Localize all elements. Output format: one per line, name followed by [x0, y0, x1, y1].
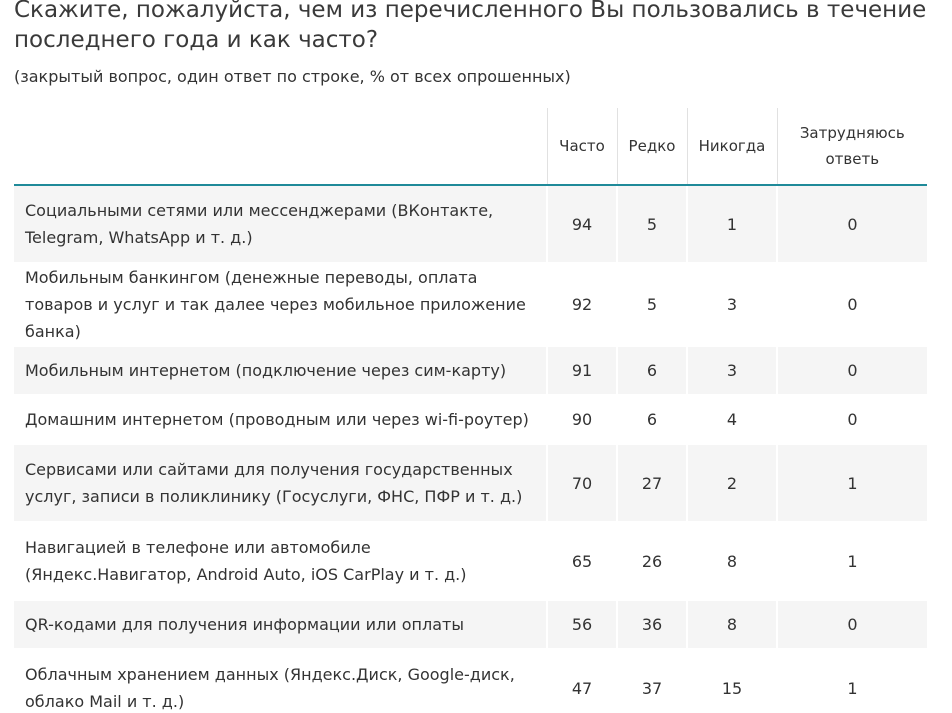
cell-never: 3 [687, 263, 777, 346]
row-label: Мобильным интернетом (подключение через сим-карту) [14, 346, 547, 395]
row-label: Облачным хранением данных (Яндекс.Диск, Google-диск, облако Mail и т. д.) [14, 649, 547, 713]
cell-hard-to-answer: 0 [777, 346, 927, 395]
table-row [14, 346, 927, 395]
cell-often: 94 [547, 185, 617, 263]
cell-never: 8 [687, 522, 777, 600]
row-label: Сервисами или сайтами для получения государственных услуг, записи в поликлинику (Госуслуги, ФНС, ПФР и т. д.) [14, 444, 547, 522]
cell-often: 56 [547, 600, 617, 649]
cell-hard-to-answer: 0 [777, 185, 927, 263]
table-row [14, 522, 927, 600]
row-label: QR-кодами для получения информации или оплаты [14, 600, 547, 649]
table-row [14, 600, 927, 649]
cell-rarely: 27 [617, 444, 687, 522]
cell-hard-to-answer: 1 [777, 649, 927, 713]
question-note: (закрытый вопрос, один ответ по строке, % от всех опрошенных) [14, 67, 571, 86]
cell-never: 3 [687, 346, 777, 395]
cell-often: 70 [547, 444, 617, 522]
cell-often: 47 [547, 649, 617, 713]
row-label: Мобильным банкингом (денежные переводы, оплата товаров и услуг и так далее через мобильное приложение банка) [14, 263, 547, 346]
question-title: Скажите, пожалуйста, чем из перечисленного Вы пользовались в течение последнего года и как часто? [14, 0, 927, 53]
cell-rarely: 5 [617, 263, 687, 346]
cell-hard-to-answer: 1 [777, 444, 927, 522]
cell-rarely: 37 [617, 649, 687, 713]
table-row [14, 649, 927, 713]
cell-hard-to-answer: 0 [777, 395, 927, 444]
row-label: Социальными сетями или мессенджерами (ВКонтакте, Telegram, WhatsApp и т. д.) [14, 185, 547, 263]
table-header-row [14, 108, 927, 185]
cell-never: 4 [687, 395, 777, 444]
cell-often: 91 [547, 346, 617, 395]
table-row [14, 185, 927, 263]
table-row [14, 395, 927, 444]
cell-never: 8 [687, 600, 777, 649]
results-table [14, 108, 927, 713]
table-row [14, 444, 927, 522]
cell-rarely: 36 [617, 600, 687, 649]
cell-never: 1 [687, 185, 777, 263]
cell-never: 15 [687, 649, 777, 713]
cell-often: 90 [547, 395, 617, 444]
row-label: Навигацией в телефоне или автомобиле (Яндекс.Навигатор, Android Auto, iOS CarPlay и т. д.) [14, 522, 547, 600]
header-cell-label [14, 108, 547, 185]
header-cell-hard-to-answer: Затрудняюсь ответь [777, 108, 927, 185]
cell-never: 2 [687, 444, 777, 522]
header-cell-often: Часто [547, 108, 617, 185]
cell-rarely: 5 [617, 185, 687, 263]
header-cell-rarely: Редко [617, 108, 687, 185]
cell-rarely: 26 [617, 522, 687, 600]
cell-rarely: 6 [617, 346, 687, 395]
cell-often: 92 [547, 263, 617, 346]
cell-rarely: 6 [617, 395, 687, 444]
header-cell-never: Никогда [687, 108, 777, 185]
cell-hard-to-answer: 0 [777, 600, 927, 649]
table-row [14, 263, 927, 346]
cell-hard-to-answer: 0 [777, 263, 927, 346]
cell-often: 65 [547, 522, 617, 600]
cell-hard-to-answer: 1 [777, 522, 927, 600]
row-label: Домашним интернетом (проводным или через wi-fi-роутер) [14, 395, 547, 444]
